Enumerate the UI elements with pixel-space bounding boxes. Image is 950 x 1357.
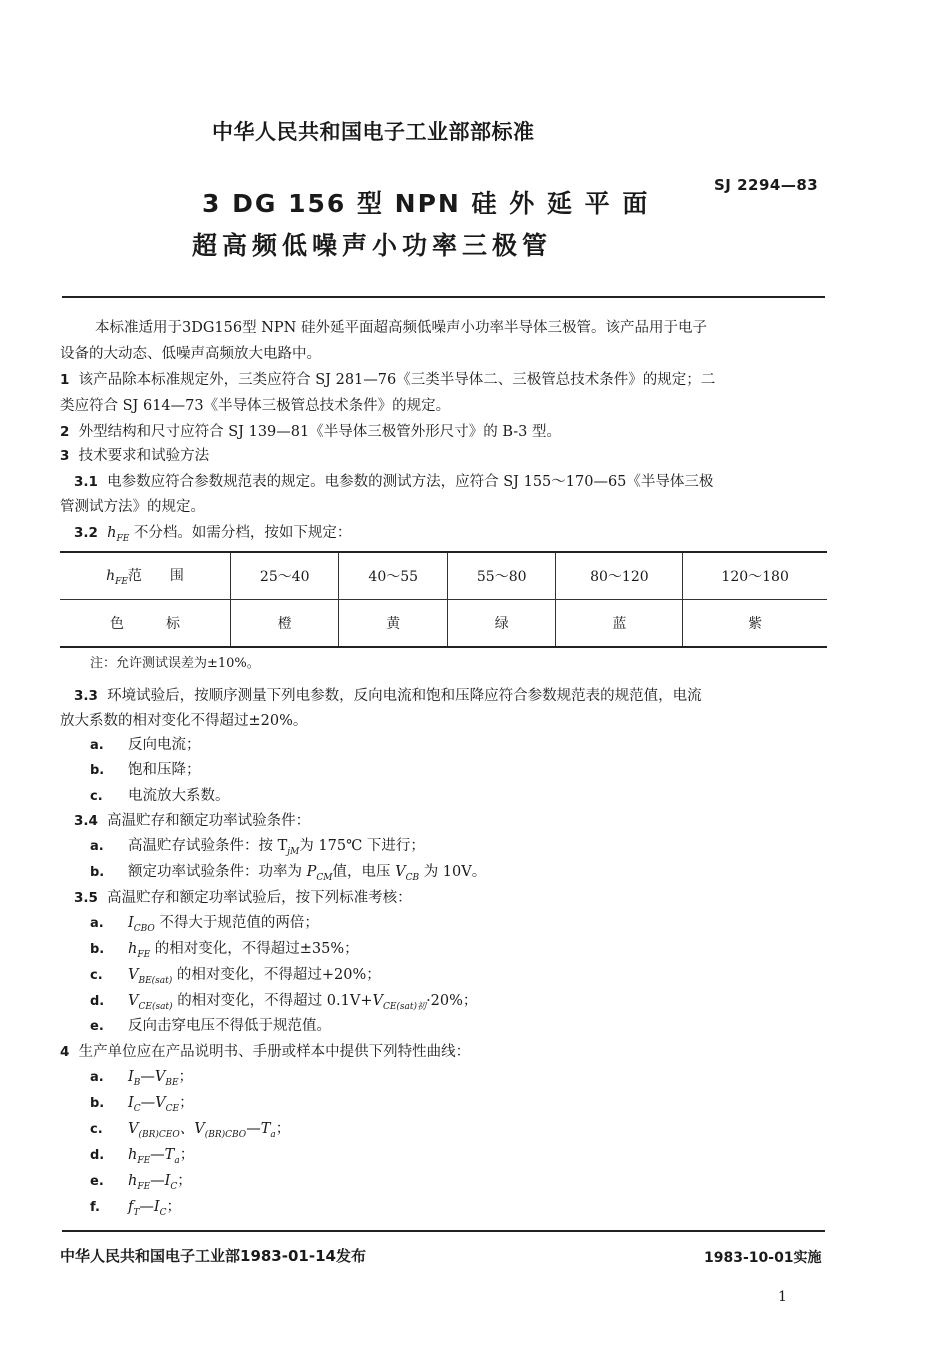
item-text: 的相对变化，不得超过+20%； (176, 967, 381, 983)
issue-date: 中华人民共和国电子工业部1983-01-14发布 (60, 1247, 366, 1265)
item-text: ·20%； (426, 993, 478, 1009)
curve-item (90, 1093, 194, 1119)
subscript: T (133, 1207, 140, 1218)
hfe-subscript: FE (116, 533, 130, 544)
section-3-1-line-1: 电参数应符合参数规范表的规定。电参数的测试方法，应符合 SJ 155～170—65《半导体三极 (107, 474, 714, 490)
list-item (90, 760, 201, 781)
section-3-3 (74, 686, 702, 706)
section-3-1-line-2: 管测试方法》的规定。 (60, 499, 205, 515)
item-text: 额定功率试验条件：功率为 (128, 864, 302, 880)
section-number: 3 (60, 448, 70, 464)
item-label: c. (90, 1122, 103, 1137)
list-item (90, 836, 425, 862)
section-4-text: 生产单位应在产品说明书、手册或样本中提供下列特性曲线： (78, 1044, 471, 1060)
item-text: 反向电流； (128, 737, 201, 753)
item-text: 反向击穿电压不得低于规范值。 (128, 1018, 331, 1034)
symbol: —I (139, 1199, 160, 1215)
item-text: ； (177, 1173, 192, 1189)
item-label: b. (90, 763, 105, 778)
section-2-text: 外型结构和尺寸应符合 SJ 139—81《半导体三极管外形尺寸》的 B-3 型。 (78, 424, 561, 440)
symbol: V (395, 864, 406, 880)
item-label: f. (90, 1200, 100, 1215)
symbol: f (128, 1199, 134, 1215)
section-3-2 (74, 523, 351, 549)
item-label: e. (90, 1174, 104, 1189)
color-cell: 蓝 (556, 600, 683, 648)
range-cell: 40～55 (339, 552, 447, 600)
item-text: 的相对变化，不得超过±35%； (154, 941, 359, 957)
item-label: b. (90, 942, 105, 957)
item-text: ； (275, 1121, 291, 1137)
item-label: c. (90, 789, 103, 804)
table-note: 注：允许测试误差为±10%。 (90, 656, 260, 671)
range-row (60, 552, 827, 600)
subscript: CM (316, 872, 333, 883)
subscript: a (174, 1155, 180, 1166)
item-label: e. (90, 1019, 104, 1034)
symbol: h (128, 941, 138, 957)
subscript: FE (137, 1181, 151, 1192)
item-text: 为 10V。 (423, 864, 487, 880)
subscript: CBO (133, 923, 155, 934)
subscript: B (133, 1077, 141, 1088)
item-text: 不得大于规范值的两倍； (159, 915, 319, 931)
section-number: 3.4 (74, 813, 98, 829)
section-number: 3.2 (74, 525, 98, 541)
symbol: —I (150, 1173, 171, 1189)
subscript: C (170, 1181, 178, 1192)
range-header-label: 范 围 (127, 568, 184, 585)
range-cell: 55～80 (447, 552, 555, 600)
symbol: h (128, 1173, 138, 1189)
item-text: 电流放大系数。 (128, 788, 230, 804)
symbol: P (306, 864, 317, 880)
title-line-2: 超高频低噪声小功率三极管 (192, 231, 553, 260)
title-line-1: 3 DG 156 型 NPN 硅 外 延 平 面 (202, 189, 650, 218)
subscript: BE(sat) (138, 975, 173, 986)
color-cell: 紫 (683, 600, 827, 648)
section-1-line-2: 类应符合 SJ 614—73《半导体三极管总技术条件》的规定。 (60, 398, 451, 414)
list-item (90, 939, 359, 965)
symbol: 、V (179, 1121, 205, 1137)
subscript: (BR)CEO (138, 1129, 180, 1140)
ministry-header: 中华人民共和国电子工业部部标准 (212, 120, 535, 144)
symbol: V (128, 1121, 139, 1137)
color-header: 色 标 (60, 600, 231, 648)
header-rule (62, 296, 825, 298)
curve-item (90, 1067, 193, 1093)
list-item (90, 965, 381, 991)
hfe-symbol: h (107, 525, 117, 541)
item-label: b. (90, 865, 105, 880)
subscript: C (159, 1207, 167, 1218)
document-number: SJ 2294—83 (714, 176, 819, 194)
color-row (60, 600, 827, 648)
symbol: V (128, 967, 139, 983)
section-number: 3.1 (74, 474, 98, 490)
list-item (90, 991, 477, 1017)
item-text: ； (179, 1147, 195, 1163)
hfe-symbol: h (106, 568, 116, 585)
section-3-3-line-1: 环境试验后，按顺序测量下列电参数，反向电流和饱和压降应符合参数规范表的规范值，电流 (107, 688, 702, 704)
hfe-grade-table (60, 551, 827, 648)
footer-rule (62, 1230, 825, 1232)
intro-line-2: 设备的大动态、低噪声高频放大电路中。 (60, 346, 321, 362)
item-label: c. (90, 968, 103, 983)
item-label: a. (90, 916, 104, 931)
subscript: FE (137, 949, 151, 960)
symbol: —T (246, 1121, 271, 1137)
list-item (90, 1016, 331, 1037)
subscript: CE (165, 1103, 180, 1114)
section-3-4 (74, 811, 310, 831)
subscript: jM (287, 846, 300, 857)
symbol: V (372, 993, 383, 1009)
item-text: 的相对变化，不得超过 0.1V+ (177, 993, 373, 1009)
item-label: d. (90, 994, 105, 1009)
item-text: 为 175℃ 下进行； (299, 838, 425, 854)
page-number: 1 (778, 1289, 787, 1305)
item-text: 饱和压降； (128, 762, 201, 778)
intro-line-1: 本标准适用于3DG156型 NPN 硅外延平面超高频低噪声小功率半导体三极管。该产品用于电子 (95, 320, 707, 336)
item-label: a. (90, 738, 104, 753)
section-1-line-1: 该产品除本标准规定外，三类应符合 SJ 281—76《三类半导体二、三极管总技术条件》的规定；二 (78, 372, 716, 388)
symbol: V (128, 993, 139, 1009)
curve-item (90, 1119, 290, 1145)
list-item (90, 913, 319, 939)
section-3-text: 技术要求和试验方法 (78, 448, 210, 464)
section-3-5 (74, 888, 412, 908)
symbol: I (128, 915, 134, 931)
section-number: 1 (60, 372, 70, 388)
range-cell: 25～40 (231, 552, 339, 600)
subscript: C (133, 1103, 141, 1114)
subscript: CE(sat) (138, 1001, 173, 1012)
curve-item (90, 1171, 192, 1197)
item-label: a. (90, 839, 104, 854)
range-cell: 120～180 (683, 552, 827, 600)
range-cell: 80～120 (556, 552, 683, 600)
color-cell: 绿 (447, 600, 555, 648)
hfe-subscript: FE (115, 576, 128, 587)
section-1 (60, 370, 715, 390)
symbol: I (128, 1069, 134, 1085)
item-label: a. (90, 1070, 104, 1085)
section-3-2-text: 不分档。如需分档，按如下规定： (133, 525, 352, 541)
list-item (90, 862, 486, 888)
symbol: —V (140, 1095, 166, 1111)
list-item (90, 735, 201, 756)
section-number: 2 (60, 424, 70, 440)
symbol: —V (140, 1069, 166, 1085)
item-text: ； (179, 1095, 194, 1111)
item-label: d. (90, 1148, 105, 1163)
section-3-1 (74, 472, 713, 492)
section-3 (60, 446, 209, 466)
curve-item (90, 1197, 181, 1223)
color-cell: 黄 (339, 600, 447, 648)
item-text: 高温贮存试验条件：按 T (128, 838, 288, 854)
section-3-4-text: 高温贮存和额定功率试验条件： (107, 813, 311, 829)
curve-item (90, 1145, 194, 1171)
range-header (60, 552, 231, 600)
list-item (90, 786, 230, 807)
subscript: FE (137, 1155, 151, 1166)
symbol: h (128, 1147, 138, 1163)
item-text: 值，电压 (332, 864, 391, 880)
section-number: 4 (60, 1044, 70, 1060)
symbol: —T (150, 1147, 175, 1163)
section-2 (60, 422, 561, 442)
subscript: BE (165, 1077, 179, 1088)
section-3-3-line-2: 放大系数的相对变化不得超过±20%。 (60, 713, 308, 729)
subscript: CB (405, 872, 420, 883)
symbol: I (128, 1095, 134, 1111)
item-label: b. (90, 1096, 105, 1111)
section-3-5-text: 高温贮存和额定功率试验后，按下列标准考核： (107, 890, 412, 906)
item-text: ； (178, 1069, 194, 1085)
item-text: ； (166, 1199, 182, 1215)
effective-date: 1983-10-01实施 (704, 1250, 822, 1266)
section-4 (60, 1042, 470, 1062)
subscript: (BR)CBO (204, 1129, 247, 1140)
section-number: 3.3 (74, 688, 98, 704)
subscript: a (270, 1129, 276, 1140)
color-cell: 橙 (231, 600, 339, 648)
subscript: CE(sat)初 (382, 1001, 427, 1012)
section-number: 3.5 (74, 890, 98, 906)
